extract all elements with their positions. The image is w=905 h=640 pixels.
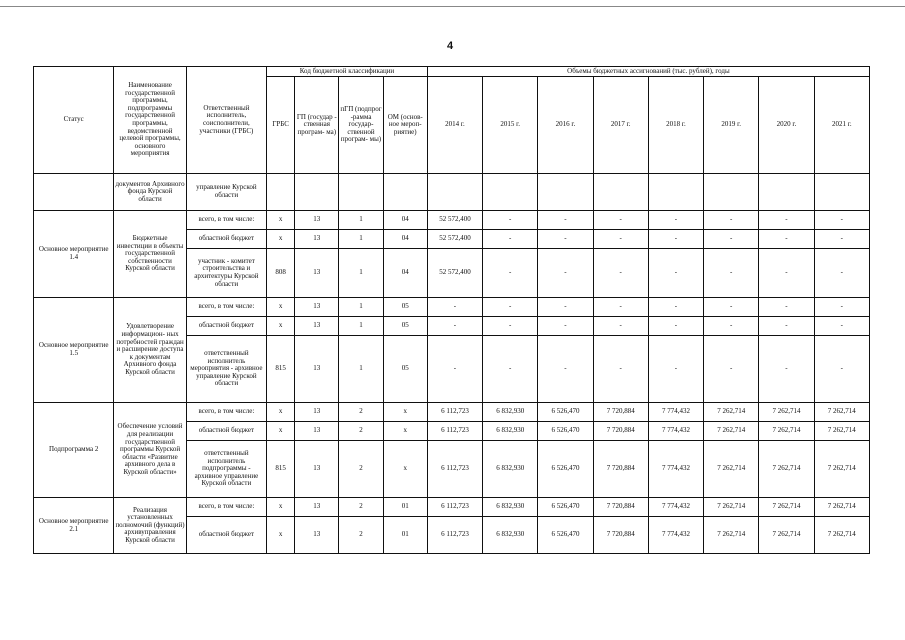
gp-cell: 13 [295, 441, 339, 498]
grbs-cell: х [267, 517, 295, 554]
gp-cell: 13 [295, 211, 339, 230]
value-cell: 52 572,400 [427, 230, 482, 249]
value-cell: 6 832,930 [483, 441, 538, 498]
page-number: 4 [446, 40, 454, 52]
name-cell: Обеспечение условий для реализации государственной программы Курской области «Развитие архивного дела в Курской области» [114, 403, 186, 498]
executor-cell: областной бюджет [186, 517, 266, 554]
value-cell: 7 262,714 [759, 441, 814, 498]
table-row [34, 174, 870, 211]
value-cell: - [593, 317, 648, 336]
value-cell [538, 174, 593, 211]
value-cell: 7 262,714 [759, 422, 814, 441]
value-cell: - [704, 336, 759, 403]
header-year: 2015 г. [483, 77, 538, 174]
pgp-cell: 2 [339, 403, 383, 422]
value-cell: - [814, 230, 869, 249]
header-executor: Ответственный исполнитель, соисполнители, участники (ГРБС) [186, 67, 266, 174]
value-cell: - [759, 317, 814, 336]
pgp-cell: 1 [339, 211, 383, 230]
grbs-cell: х [267, 211, 295, 230]
value-cell: 7 262,714 [814, 441, 869, 498]
status-cell [34, 174, 114, 211]
value-cell: - [759, 298, 814, 317]
grbs-cell: 808 [267, 249, 295, 298]
grbs-cell: х [267, 298, 295, 317]
value-cell: 6 526,470 [538, 517, 593, 554]
name-cell: Бюджетные инвестиции в объекты государственной собственности Курской области [114, 211, 186, 298]
om-cell: 04 [383, 230, 427, 249]
value-cell: 7 262,714 [759, 498, 814, 517]
executor-cell: управление Курской области [186, 174, 266, 211]
om-cell: 01 [383, 517, 427, 554]
value-cell: 7 262,714 [814, 422, 869, 441]
value-cell: 7 720,884 [593, 422, 648, 441]
value-cell: 7 262,714 [814, 517, 869, 554]
header-year: 2016 г. [538, 77, 593, 174]
value-cell: - [427, 298, 482, 317]
value-cell: - [704, 230, 759, 249]
value-cell [593, 174, 648, 211]
header-name: Наименование государственной программы, подпрограммы государственной программы, ведомственной целевой программы, основного мероприятия [114, 67, 186, 174]
value-cell: - [814, 298, 869, 317]
value-cell: - [759, 249, 814, 298]
value-cell: 6 832,930 [483, 498, 538, 517]
value-cell: 6 526,470 [538, 422, 593, 441]
om-cell: 05 [383, 298, 427, 317]
value-cell: - [538, 317, 593, 336]
pgp-cell: 1 [339, 298, 383, 317]
om-cell: х [383, 441, 427, 498]
value-cell: - [648, 317, 703, 336]
value-cell: - [593, 249, 648, 298]
executor-cell: всего, в том числе: [186, 298, 266, 317]
value-cell: - [538, 336, 593, 403]
gp-cell: 13 [295, 336, 339, 403]
header-year: 2014 г. [427, 77, 482, 174]
value-cell: - [483, 336, 538, 403]
value-cell: - [483, 230, 538, 249]
value-cell: - [814, 336, 869, 403]
header-gp: ГП (государ - ственная програм- ма) [295, 77, 339, 174]
value-cell: 6 112,723 [427, 498, 482, 517]
header-pgp: пГП (подпрог -рамма государ- ственной програм- мы) [339, 77, 383, 174]
value-cell: - [427, 336, 482, 403]
value-cell: - [538, 298, 593, 317]
header-bk-group: Код бюджетной классификации [267, 67, 428, 77]
om-cell: 05 [383, 317, 427, 336]
value-cell [427, 174, 482, 211]
header-budget-group: Объемы бюджетных ассигнований (тыс. рублей), годы [427, 67, 869, 77]
value-cell: 6 112,723 [427, 422, 482, 441]
grbs-cell: х [267, 230, 295, 249]
name-cell: Реализация установленных полномочий (функций) архивуправления Курской области [114, 498, 186, 554]
value-cell: 7 262,714 [704, 403, 759, 422]
table-row [34, 211, 870, 230]
gp-cell: 13 [295, 230, 339, 249]
gp-cell: 13 [295, 498, 339, 517]
pgp-cell: 2 [339, 498, 383, 517]
executor-cell: всего, в том числе: [186, 211, 266, 230]
value-cell: 7 262,714 [704, 498, 759, 517]
value-cell: 7 774,432 [648, 441, 703, 498]
executor-cell: областной бюджет [186, 317, 266, 336]
value-cell: 7 262,714 [704, 517, 759, 554]
value-cell: 6 112,723 [427, 441, 482, 498]
value-cell: 6 832,930 [483, 517, 538, 554]
value-cell: - [759, 336, 814, 403]
value-cell: 6 526,470 [538, 403, 593, 422]
executor-cell: областной бюджет [186, 230, 266, 249]
grbs-cell: х [267, 422, 295, 441]
value-cell: - [648, 298, 703, 317]
pgp-cell: 2 [339, 422, 383, 441]
value-cell: 7 720,884 [593, 441, 648, 498]
value-cell: 6 526,470 [538, 441, 593, 498]
value-cell: - [483, 211, 538, 230]
header-grbs: ГРБС [267, 77, 295, 174]
pgp-cell: 1 [339, 249, 383, 298]
header-year: 2017 г. [593, 77, 648, 174]
status-cell: Основное мероприятие 1.4 [34, 211, 114, 298]
table-row [34, 298, 870, 317]
value-cell: 7 720,884 [593, 403, 648, 422]
value-cell: 52 572,400 [427, 211, 482, 230]
grbs-cell: 815 [267, 441, 295, 498]
value-cell: - [814, 211, 869, 230]
value-cell: - [704, 211, 759, 230]
header-year: 2021 г. [814, 77, 869, 174]
header-year: 2019 г. [704, 77, 759, 174]
executor-cell: всего, в том числе: [186, 498, 266, 517]
header-status: Статус [34, 67, 114, 174]
pgp-cell: 1 [339, 230, 383, 249]
pgp-cell: 2 [339, 517, 383, 554]
value-cell: 52 572,400 [427, 249, 482, 298]
value-cell: 7 262,714 [704, 422, 759, 441]
value-cell: 7 262,714 [814, 403, 869, 422]
om-cell: х [383, 422, 427, 441]
value-cell: 6 832,930 [483, 403, 538, 422]
om-cell: х [383, 403, 427, 422]
executor-cell: ответственный исполнитель мероприятия - архивное управление Курской области [186, 336, 266, 403]
grbs-cell [267, 174, 295, 211]
value-cell: - [704, 298, 759, 317]
status-cell: Подпрограмма 2 [34, 403, 114, 498]
value-cell [814, 174, 869, 211]
value-cell: - [759, 230, 814, 249]
gp-cell: 13 [295, 249, 339, 298]
name-cell: документов Архивного фонда Курской области [114, 174, 186, 211]
om-cell: 05 [383, 336, 427, 403]
executor-cell: всего, в том числе: [186, 403, 266, 422]
value-cell: - [427, 317, 482, 336]
header-om: ОМ (основ- ное мероп- риятие) [383, 77, 427, 174]
value-cell: 6 112,723 [427, 517, 482, 554]
status-cell: Основное мероприятие 2.1 [34, 498, 114, 554]
om-cell: 04 [383, 211, 427, 230]
value-cell [483, 174, 538, 211]
value-cell: - [648, 230, 703, 249]
table-row [34, 498, 870, 517]
value-cell: 7 774,432 [648, 498, 703, 517]
executor-cell: ответственный исполнитель подпрограммы - архивное управление Курской области [186, 441, 266, 498]
value-cell: 6 832,930 [483, 422, 538, 441]
value-cell: - [538, 230, 593, 249]
table-row [34, 403, 870, 422]
name-cell: Удовлетворение информацион- ных потребностей граждан и расширение доступа к документам Архивного фонда Курской области [114, 298, 186, 403]
value-cell: 7 262,714 [759, 403, 814, 422]
value-cell: - [593, 336, 648, 403]
value-cell: 6 526,470 [538, 498, 593, 517]
pgp-cell: 1 [339, 336, 383, 403]
value-cell: - [593, 230, 648, 249]
value-cell: - [704, 249, 759, 298]
pgp-cell [339, 174, 383, 211]
value-cell: 7 774,432 [648, 403, 703, 422]
om-cell: 04 [383, 249, 427, 298]
om-cell [383, 174, 427, 211]
om-cell: 01 [383, 498, 427, 517]
grbs-cell: х [267, 317, 295, 336]
value-cell: - [483, 298, 538, 317]
pgp-cell: 2 [339, 441, 383, 498]
value-cell: - [648, 249, 703, 298]
value-cell: - [538, 211, 593, 230]
value-cell [648, 174, 703, 211]
gp-cell: 13 [295, 422, 339, 441]
value-cell: 6 112,723 [427, 403, 482, 422]
value-cell: - [593, 298, 648, 317]
header-year: 2020 г. [759, 77, 814, 174]
value-cell: 7 720,884 [593, 517, 648, 554]
value-cell [759, 174, 814, 211]
value-cell: - [538, 249, 593, 298]
budget-table [33, 66, 870, 554]
value-cell: 7 774,432 [648, 422, 703, 441]
gp-cell: 13 [295, 317, 339, 336]
value-cell: 7 774,432 [648, 517, 703, 554]
header-year: 2018 г. [648, 77, 703, 174]
value-cell: - [648, 336, 703, 403]
value-cell: 7 262,714 [704, 441, 759, 498]
value-cell: 7 262,714 [759, 517, 814, 554]
gp-cell: 13 [295, 517, 339, 554]
grbs-cell: х [267, 498, 295, 517]
pgp-cell: 1 [339, 317, 383, 336]
grbs-cell: 815 [267, 336, 295, 403]
value-cell: - [759, 211, 814, 230]
executor-cell: областной бюджет [186, 422, 266, 441]
value-cell: - [648, 211, 703, 230]
top-rule [0, 6, 905, 7]
value-cell: 7 720,884 [593, 498, 648, 517]
value-cell: - [483, 317, 538, 336]
value-cell: - [593, 211, 648, 230]
gp-cell: 13 [295, 403, 339, 422]
gp-cell: 13 [295, 298, 339, 317]
value-cell: - [814, 249, 869, 298]
status-cell: Основное мероприятие 1.5 [34, 298, 114, 403]
grbs-cell: х [267, 403, 295, 422]
value-cell: - [483, 249, 538, 298]
table-body [34, 174, 870, 554]
value-cell: 7 262,714 [814, 498, 869, 517]
value-cell: - [814, 317, 869, 336]
value-cell [704, 174, 759, 211]
gp-cell [295, 174, 339, 211]
executor-cell: участник - комитет строительства и архитектуры Курской области [186, 249, 266, 298]
value-cell: - [704, 317, 759, 336]
